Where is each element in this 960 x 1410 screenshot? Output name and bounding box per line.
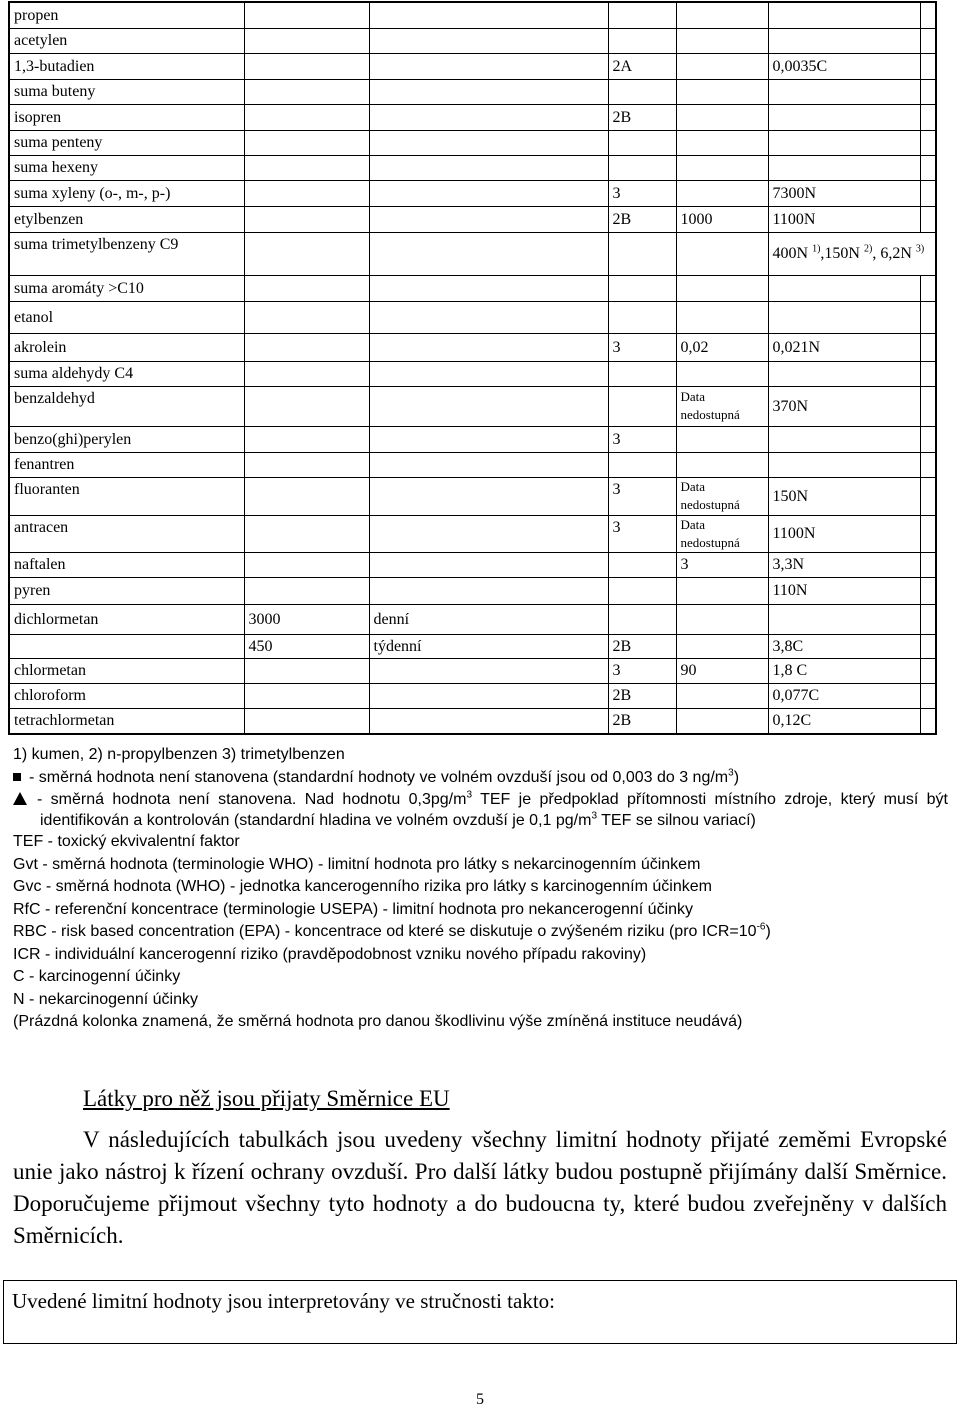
carcinogen-class: 3 <box>608 658 676 683</box>
substance-name: suma trimetylbenzeny C9 <box>9 232 244 275</box>
notes-block <box>13 744 948 1034</box>
table-row <box>9 708 936 734</box>
table-row <box>9 104 936 130</box>
guideline-value: 1100N <box>768 515 920 552</box>
carcinogen-class: 2B <box>608 683 676 708</box>
table-row <box>9 130 936 155</box>
table-row <box>9 206 936 232</box>
guideline-value: 150N <box>768 477 920 515</box>
substance-name <box>9 634 244 658</box>
note-c: C - karcinogenní účinky <box>13 968 181 985</box>
table-row <box>9 28 936 53</box>
averaging-period: týdenní <box>369 634 608 658</box>
table-row <box>9 604 936 634</box>
guideline-value: 0,077C <box>768 683 920 708</box>
numeric-value: 1000 <box>676 206 768 232</box>
guideline-value: 0,12C <box>768 708 920 734</box>
carcinogen-class: 3 <box>608 515 676 552</box>
substance-name: chloroform <box>9 683 244 708</box>
carcinogen-class: 2A <box>608 53 676 79</box>
carcinogen-class: 3 <box>608 180 676 206</box>
carcinogen-class: 3 <box>608 477 676 515</box>
substance-name: suma aldehydy C4 <box>9 361 244 386</box>
note-rfc: RfC - referenční koncentrace (terminologie USEPA) - limitní hodnota pro nekancerogenní účinky <box>13 900 694 918</box>
guideline-value: 400N $^{1)}$,150N $^{2)}$, 6,2N $^{3)}$ <box>768 232 936 275</box>
table-row <box>9 634 936 658</box>
boxed-note: Uvedené limitní hodnoty jsou interpretovány ve stručnosti takto: <box>3 1280 957 1344</box>
square-icon <box>13 773 21 781</box>
table-row <box>9 683 936 708</box>
table-row <box>9 658 936 683</box>
guideline-value: 3,3N <box>768 552 920 577</box>
substance-name: akrolein <box>9 333 244 361</box>
section-title: Látky pro něž jsou přijaty Směrnice EU <box>83 1086 450 1111</box>
footnote-isomers: 1) kumen, 2) n-propylbenzen 3) trimetylbenzen <box>13 746 345 763</box>
guideline-value: 370N <box>768 386 920 426</box>
guideline-value: 3,8C <box>768 634 920 658</box>
numeric-value: 3 <box>676 552 768 577</box>
triangle-icon <box>13 792 27 805</box>
substance-name: dichlormetan <box>9 604 244 634</box>
substance-name: etanol <box>9 301 244 333</box>
guideline-value: 110N <box>768 577 920 604</box>
averaging-period: denní <box>369 604 608 634</box>
table-row <box>9 2 936 28</box>
data-note: Data nedostupná <box>676 386 768 426</box>
substance-name: suma hexeny <box>9 155 244 180</box>
table-row <box>9 180 936 206</box>
substance-name: 1,3-butadien <box>9 53 244 79</box>
note-triangle: - směrná hodnota není stanovena. Nad hodnotu $0,3pg/m^3$ TEF je předpoklad přítomnosti místního zdroje, který musí být identifikován a kontrolován (standardní hladina ve volném ovzduší je 0,1 $pg/m^3$ TEF se silnou variací) <box>13 789 948 831</box>
guideline-value: 1,8 C <box>768 658 920 683</box>
substance-table <box>8 1 937 735</box>
numeric-value: 90 <box>676 658 768 683</box>
carcinogen-class: 2B <box>608 634 676 658</box>
substance-name: suma buteny <box>9 79 244 104</box>
data-note: Data nedostupná <box>676 477 768 515</box>
table-row <box>9 155 936 180</box>
table-row <box>9 275 936 301</box>
substance-name: propen <box>9 2 244 28</box>
substance-name: naftalen <box>9 552 244 577</box>
table-row <box>9 515 936 552</box>
carcinogen-class: 2B <box>608 708 676 734</box>
substance-name: isopren <box>9 104 244 130</box>
guideline-value: 7300N <box>768 180 920 206</box>
substance-name: benzaldehyd <box>9 386 244 426</box>
table-row <box>9 386 936 426</box>
note-tef: TEF - toxický ekvivalentní faktor <box>13 833 240 850</box>
guideline-value: 1100N <box>768 206 920 232</box>
numeric-value: 0,02 <box>676 333 768 361</box>
note-empty-cell: (Prázdná kolonka znamená, že směrná hodnota pro danou škodlivinu výše zmíněná instituce neudává) <box>13 1013 743 1030</box>
substance-name: antracen <box>9 515 244 552</box>
note-n: N - nekarcinogenní účinky <box>13 990 198 1008</box>
table-row <box>9 426 936 452</box>
guideline-value: 0,021N <box>768 333 920 361</box>
substance-name: fenantren <box>9 452 244 477</box>
table-row <box>9 552 936 577</box>
table-row <box>9 333 936 361</box>
substance-name: suma aromáty >C10 <box>9 275 244 301</box>
carcinogen-class: 2B <box>608 104 676 130</box>
table-row <box>9 79 936 104</box>
note-gvc: Gvc - směrná hodnota (WHO) - jednotka kancerogenního rizika pro látky s karcinogenním účinkem <box>13 878 712 895</box>
table-row <box>9 232 936 275</box>
carcinogen-class: 3 <box>608 426 676 452</box>
substance-name: tetrachlormetan <box>9 708 244 734</box>
note-rbc: RBC - risk based concentration (EPA) - koncentrace od které se diskutuje o zvýšeném riziku (pro $ICR=10^{-6}$) <box>13 921 771 940</box>
note-gvt: Gvt - směrná hodnota (terminologie WHO) - limitní hodnota pro látky s nekarcinogenním účinkem <box>13 855 701 873</box>
data-note: Data nedostupná <box>676 515 768 552</box>
substance-name: chlormetan <box>9 658 244 683</box>
note-icr: ICR - individuální kancerogenní riziko (pravděpodobnost vzniku nového případu rakoviny) <box>13 945 647 963</box>
substance-name: acetylen <box>9 28 244 53</box>
substance-name: etylbenzen <box>9 206 244 232</box>
section-paragraph: V následujících tabulkách jsou uvedeny všechny limitní hodnoty přijaté zeměmi Evropské unie jako nástroj k řízení ochrany ovzduší. Pro další látky budou postupně přijímány další Směrnice. Doporučujeme přijmout všechny tyto hodnoty a do budoucna ty, které budou zveřejněny v dalších Směrnicích. <box>13 1127 947 1248</box>
table-row <box>9 452 936 477</box>
substance-name: suma penteny <box>9 130 244 155</box>
carcinogen-class: 3 <box>608 333 676 361</box>
substance-table-body <box>9 2 936 734</box>
limit-value: 3000 <box>244 604 369 634</box>
table-row <box>9 301 936 333</box>
carcinogen-class: 2B <box>608 206 676 232</box>
guideline-value: 0,0035C <box>768 53 920 79</box>
substance-name: benzo(ghi)perylen <box>9 426 244 452</box>
table-row <box>9 53 936 79</box>
table-row <box>9 577 936 604</box>
note-square: - směrná hodnota není stanovena (standardní hodnoty ve volném ovzduší jsou od 0,003 do 3 $ng/m^3$) <box>13 767 948 790</box>
substance-name: fluoranten <box>9 477 244 515</box>
substance-name: pyren <box>9 577 244 604</box>
limit-value: 450 <box>244 634 369 658</box>
page-number: 5 <box>476 1391 484 1408</box>
table-row <box>9 477 936 515</box>
table-row <box>9 361 936 386</box>
substance-name: suma xyleny (o-, m-, p-) <box>9 180 244 206</box>
